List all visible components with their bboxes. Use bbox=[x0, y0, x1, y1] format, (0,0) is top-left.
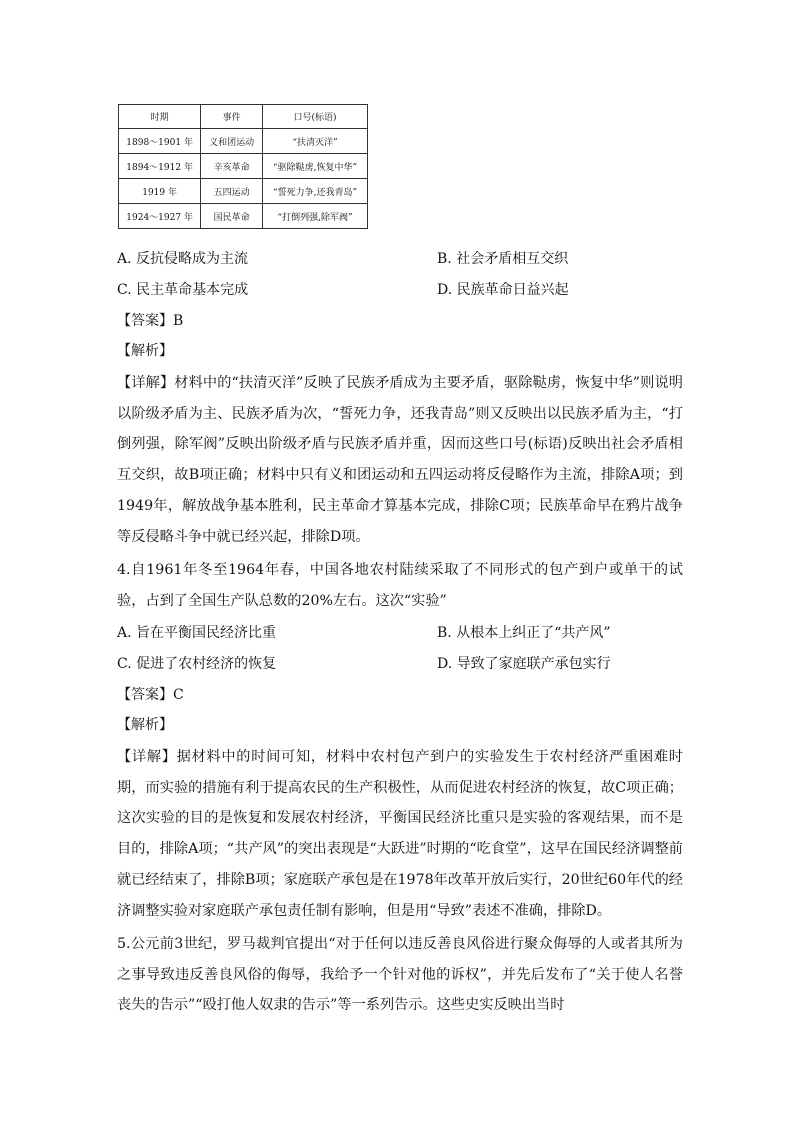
q3-option-d: D. 民族革命日益兴起 bbox=[437, 282, 569, 298]
table-cell: 1919 年 bbox=[119, 179, 201, 204]
table-cell: 辛亥革命 bbox=[201, 154, 263, 179]
table-header: 事件 bbox=[201, 105, 263, 129]
table-row bbox=[119, 179, 368, 204]
q3-analysis-label: 【解析】 bbox=[117, 343, 173, 359]
table-cell: 1898～1901 年 bbox=[119, 129, 201, 154]
history-slogan-table bbox=[118, 104, 368, 229]
q3-option-c: C. 民主革命基本完成 bbox=[117, 282, 249, 298]
q4-option-c: C. 促进了农村经济的恢复 bbox=[117, 656, 277, 672]
q4-answer: 【答案】C bbox=[117, 687, 184, 703]
table-header: 口号(标语) bbox=[263, 105, 368, 129]
table-row bbox=[119, 129, 368, 154]
q4-option-d: D. 导致了家庭联产承包实行 bbox=[437, 656, 611, 672]
table-cell: 1924～1927 年 bbox=[119, 204, 201, 229]
table-cell: “扶清灭洋” bbox=[263, 129, 368, 154]
table-row bbox=[119, 204, 368, 229]
table-header: 时期 bbox=[119, 105, 201, 129]
q3-detail: 【详解】材料中的“扶清灭洋”反映了民族矛盾成为主要矛盾，驱除鞑虏，恢复中华”则说明以阶级矛盾为主、民族矛盾为次，“誓死力争，还我青岛”则又反映出以民族矛盾为主，“打倒列强，除军阀”反映出阶级矛盾与民族矛盾并重，因而这些口号(标语)反映出社会矛盾相互交织，故B项正确；材料中只有义和团运动和五四运动将反侵略作为主流，排除A项；到1949年，解放战争基本胜利，民主革命才算基本完成，排除C项；民族革命早在鸦片战争等反侵略斗争中就已经兴起，排除D项。 bbox=[117, 375, 683, 545]
q3-option-b: B. 社会矛盾相互交织 bbox=[437, 251, 569, 267]
q4-stem: 4.自1961年冬至1964年春，中国各地农村陆续采取了不同形式的包产到户或单干的试验，占到了全国生产队总数的20%左右。这次“实验” bbox=[117, 562, 683, 609]
q5-stem: 5.公元前3世纪，罗马裁判官提出“对于任何以违反善良风俗进行聚众侮辱的人或者其所为之事导致违反善良风俗的侮辱，我给予一个针对他的诉权”，并先后发布了“关于使人名誉丧失的告示”“殴打他人奴隶的告示”等一系列告示。这些史实反映出当时 bbox=[117, 936, 683, 1014]
table-cell: 1894～1912 年 bbox=[119, 154, 201, 179]
table-cell: 五四运动 bbox=[201, 179, 263, 204]
table-row bbox=[119, 154, 368, 179]
q4-option-a: A. 旨在平衡国民经济比重 bbox=[117, 625, 277, 641]
q3-option-a: A. 反抗侵略成为主流 bbox=[117, 251, 249, 267]
q4-analysis-label: 【解析】 bbox=[117, 717, 173, 733]
table-cell: 国民革命 bbox=[201, 204, 263, 229]
table-cell: “打倒列强,除军阀” bbox=[263, 204, 368, 229]
q4-option-b: B. 从根本上纠正了“共产风” bbox=[437, 625, 611, 641]
q3-answer: 【答案】B bbox=[117, 313, 184, 329]
q4-detail: 【详解】据材料中的时间可知，材料中农村包产到户的实验发生于农村经济严重困难时期，而实验的措施有利于提高农民的生产积极性，从而促进农村经济的恢复，故C项正确；这次实验的目的是恢复和发展农村经济，平衡国民经济比重只是实验的客观结果，而不是目的，排除A项；“共产风”的突出表现是“大跃进”时期的“吃食堂”，这早在国民经济调整前就已经结束了，排除B项；家庭联产承包是在1978年改革开放后实行，20世纪60年代的经济调整实验对家庭联产承包责任制有影响，但是用“导致”表述不准确，排除D。 bbox=[117, 749, 683, 919]
table-cell: 义和团运动 bbox=[201, 129, 263, 154]
table-cell: “誓死力争,还我青岛” bbox=[263, 179, 368, 204]
table-header-row bbox=[119, 105, 368, 129]
table-cell: “驱除鞑虏,恢复中华” bbox=[263, 154, 368, 179]
